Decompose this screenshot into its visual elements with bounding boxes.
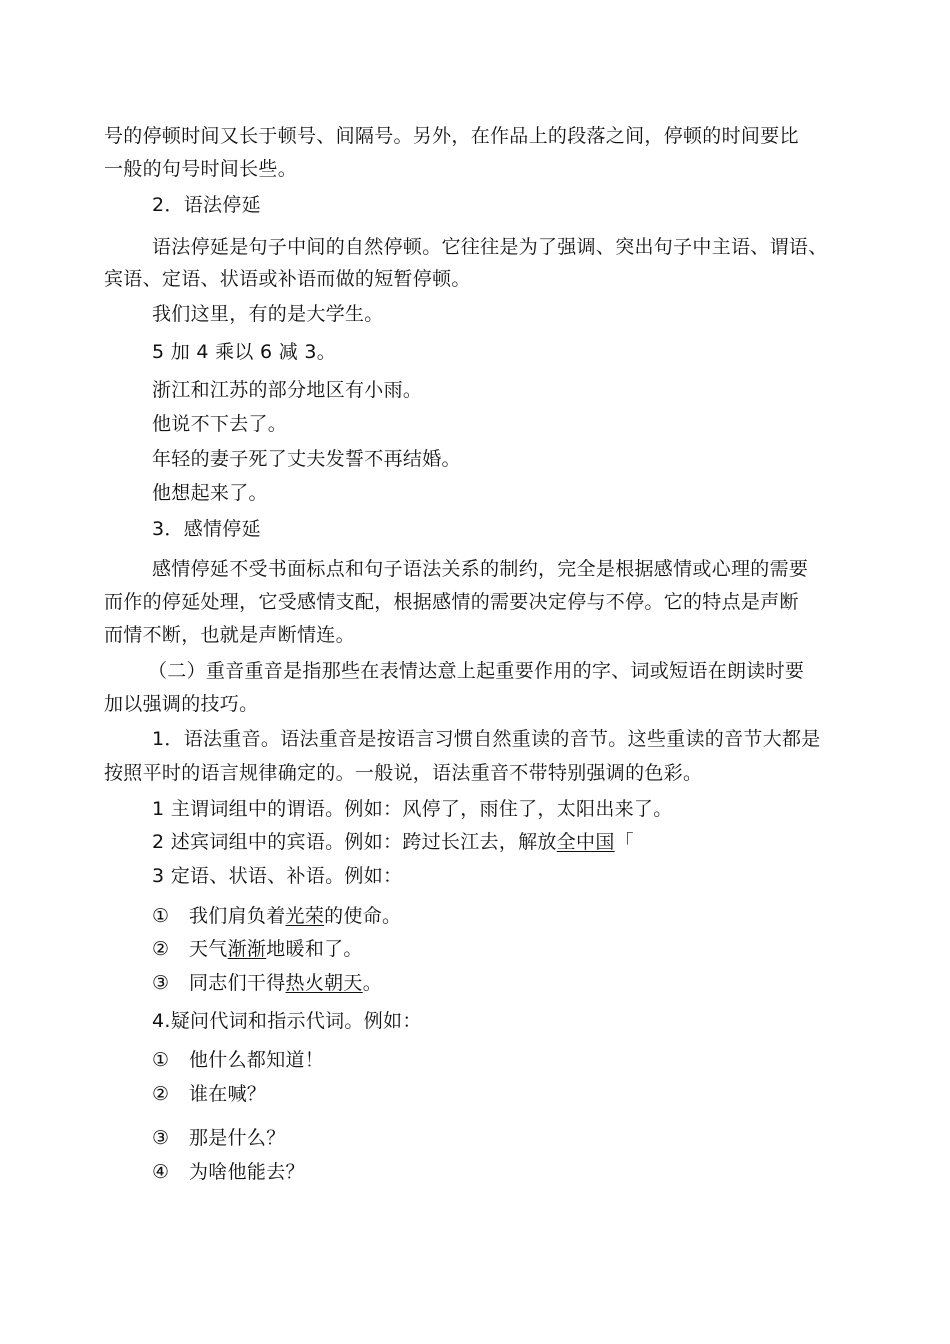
item-number: ② (152, 1083, 170, 1105)
example-line: 我们这里，有的是大学生。 (152, 303, 384, 325)
item-number: ② (152, 938, 170, 960)
example-line: 5 加 4 乘以 6 减 3。 (152, 341, 337, 363)
numbered-item: ① 他什么都知道！ (152, 1049, 325, 1071)
numbered-item: ① 我们肩负着光荣的使命。 (152, 905, 402, 927)
paragraph-line: 加以强调的技巧。 (104, 693, 259, 715)
paragraph-line: 感情停延不受书面标点和句子语法关系的制约，完全是根据感情或心理的需要 (152, 558, 809, 580)
item-number: ① (152, 905, 170, 927)
item-number: ③ (152, 1127, 170, 1149)
underlined-term: 热火朝天 (285, 972, 363, 994)
item-number: ① (152, 1049, 170, 1071)
underlined-term: 渐渐 (227, 938, 267, 960)
paragraph-line: （二）重音重音是指那些在表情达意上起重要作用的字、词或短语在朗读时要 (148, 660, 805, 682)
numbered-item: ② 天气渐渐地暖和了。 (152, 938, 363, 960)
example-line: 浙江和江苏的部分地区有小雨。 (152, 379, 423, 401)
paragraph-line: 一般的句号时间长些。 (104, 158, 298, 180)
example-line: 年轻的妻子死了丈夫发誓不再结婚。 (152, 448, 461, 470)
paragraph-line: 而情不断，也就是声断情连。 (104, 624, 355, 646)
underlined-term: 光荣 (285, 905, 325, 927)
example-line: 4.疑问代词和指示代词。例如： (152, 1010, 422, 1032)
numbered-item: ② 谁在喊？ (152, 1083, 267, 1105)
numbered-item: ③ 那是什么？ (152, 1127, 286, 1149)
section-heading: 3．感情停延 (152, 518, 261, 540)
paragraph-line: 号的停顿时间又长于顿号、间隔号。另外，在作品上的段落之间，停顿的时间要比 (104, 125, 799, 147)
paragraph-line: 按照平时的语言规律确定的。一般说，语法重音不带特别强调的色彩。 (104, 762, 703, 784)
section-heading: 2．语法停延 (152, 194, 261, 216)
example-line: 他说不下去了。 (152, 413, 288, 435)
numbered-item: ④ 为啥他能去？ (152, 1161, 305, 1183)
example-line: 1 主谓词组中的谓语。例如：风停了，雨住了，太阳出来了。 (152, 798, 673, 820)
paragraph-line: 语法停延是句子中间的自然停顿。它往往是为了强调、突出句子中主语、谓语、 (152, 236, 828, 258)
item-number: ③ (152, 972, 170, 994)
paragraph-line: 1．语法重音。语法重音是按语言习惯自然重读的音节。这些重读的音节大都是 (152, 728, 821, 750)
example-line: 2 述宾词组中的宾语。例如：跨过长江去，解放全中国「 (152, 831, 634, 853)
numbered-item: ③ 同志们干得热火朝天。 (152, 972, 383, 994)
paragraph-line: 宾语、定语、状语或补语而做的短暂停顿。 (104, 268, 471, 290)
underlined-term: 全中国 (556, 831, 615, 853)
item-number: ④ (152, 1161, 170, 1183)
example-line: 3 定语、状语、补语。例如： (152, 865, 403, 887)
example-line: 他想起来了。 (152, 482, 268, 504)
paragraph-line: 而作的停延处理，它受感情支配，根据感情的需要决定停与不停。它的特点是声断 (104, 591, 799, 613)
